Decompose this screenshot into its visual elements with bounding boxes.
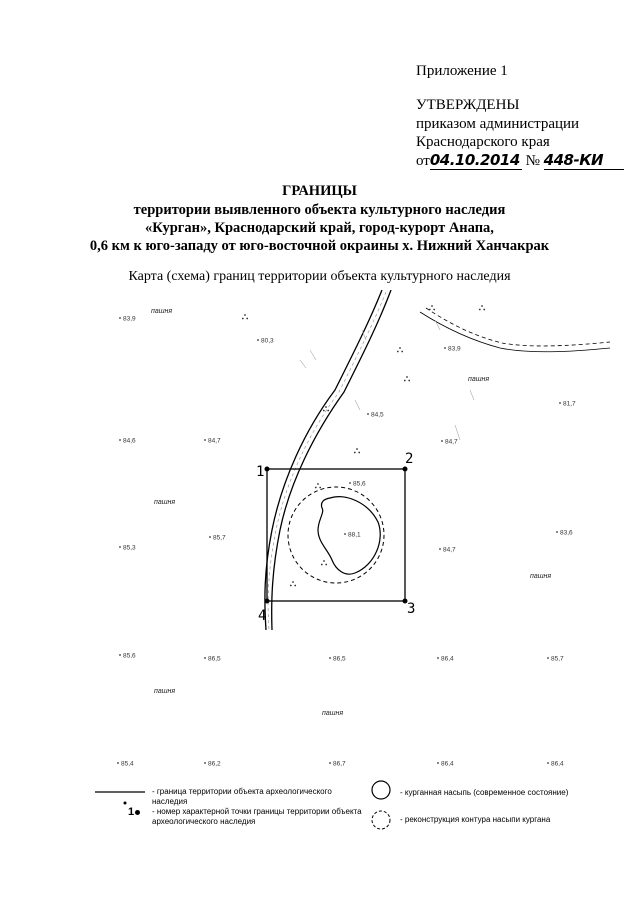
doc-title-line-3: 0,6 км к юго-западу от юго-восточной окраины х. Нижний Ханчакрак xyxy=(89,238,550,254)
number-handwritten: 448-КИ xyxy=(544,151,624,170)
vegetation-dot xyxy=(431,305,433,307)
vegetation-dot xyxy=(429,309,431,311)
elevation-label: 86,4 xyxy=(441,760,454,768)
field-label: пашня xyxy=(468,376,490,383)
point-label-2: 2 xyxy=(405,451,414,467)
elevation-point xyxy=(439,548,441,550)
elevation-point xyxy=(119,439,121,441)
elevation-point xyxy=(444,347,446,349)
elevation-label: 85,6 xyxy=(353,480,366,488)
elevation-label: 86,4 xyxy=(441,655,454,663)
elevation-point xyxy=(117,762,119,764)
legend-reconstruction-circle xyxy=(372,811,390,829)
elevation-point xyxy=(547,657,549,659)
elevation-label: 86,5 xyxy=(208,655,221,663)
legend-reconstruction: - реконструкция контура насыпи кургана xyxy=(400,815,551,824)
elevation-point xyxy=(209,536,211,538)
legend-mound-symbols xyxy=(368,778,396,834)
legend-boundary-symbol xyxy=(90,780,150,820)
elevation-point xyxy=(257,339,259,341)
doc-title-line-1: территории выявленного объекта культурного наследия xyxy=(133,202,506,218)
vegetation-dot xyxy=(292,581,294,583)
field-label: пашня xyxy=(154,688,176,695)
elevation-label: 88,1 xyxy=(348,531,361,539)
point-label-3: 3 xyxy=(407,601,416,617)
elevation-label: 83,9 xyxy=(448,345,461,353)
road xyxy=(265,290,391,630)
elevation-label: 81,7 xyxy=(563,400,576,408)
vegetation-dot xyxy=(244,314,246,316)
vegetation-dot xyxy=(406,376,408,378)
vegetation-dot xyxy=(325,406,327,408)
elevation-point xyxy=(204,439,206,441)
elevation-label: 86,2 xyxy=(208,760,221,768)
vegetation-dot xyxy=(433,309,435,311)
elevation-point xyxy=(119,654,121,656)
map-caption: Карта (схема) границ территории объекта культурного наследия xyxy=(128,269,511,284)
field-label: пашня xyxy=(322,710,344,717)
elevation-point xyxy=(204,657,206,659)
vegetation-dot xyxy=(481,305,483,307)
vegetation-dot xyxy=(404,380,406,382)
vegetation-dot xyxy=(290,585,292,587)
elevation-label: 85,3 xyxy=(123,544,136,552)
vegetation-dot xyxy=(242,318,244,320)
field-label: пашня xyxy=(154,499,176,506)
elevation-label: 84,5 xyxy=(371,411,384,419)
elevation-label: 84,6 xyxy=(123,437,136,445)
legend-point-symbol xyxy=(128,806,140,818)
elevation-point xyxy=(547,762,549,764)
elevation-label: 83,9 xyxy=(123,315,136,323)
elevation-point xyxy=(204,762,206,764)
elevation-label: 84,7 xyxy=(445,438,458,446)
elevation-point xyxy=(367,413,369,415)
vegetation-dot xyxy=(323,560,325,562)
elevation-label: 80,3 xyxy=(261,337,274,345)
elevation-label: 84,7 xyxy=(443,546,456,554)
elevation-point xyxy=(329,762,331,764)
elevation-label: 85,7 xyxy=(551,655,564,663)
elevation-label: 86,7 xyxy=(333,760,346,768)
approved-label: УТВЕРЖДЕНЫ xyxy=(416,97,520,113)
elevation-label: 85,6 xyxy=(123,652,136,660)
vegetation-dot xyxy=(294,585,296,587)
vegetation-dot xyxy=(321,564,323,566)
elevation-point xyxy=(349,482,351,484)
vegetation-dot xyxy=(399,347,401,349)
elevation-point xyxy=(556,531,558,533)
boundary-point-1 xyxy=(265,467,270,472)
boundary-point-4 xyxy=(265,599,270,604)
date-prefix: от xyxy=(416,153,430,169)
vegetation-dot xyxy=(356,448,358,450)
legend-point: - номер характерной точки границы территории объекта археологического наследия xyxy=(152,807,362,826)
elevation-label: 85,7 xyxy=(213,534,226,542)
boundary-point-2 xyxy=(403,467,408,472)
vegetation-dot xyxy=(483,309,485,311)
elevation-label: 86,4 xyxy=(551,760,564,768)
doc-title-line-2: «Курган», Краснодарский край, город-курорт Анапа, xyxy=(145,220,494,236)
vegetation-dot xyxy=(317,483,319,485)
date-handwritten: 04.10.2014 xyxy=(430,151,522,170)
elevation-point xyxy=(119,317,121,319)
vegetation-dot xyxy=(327,410,329,412)
vegetation-dot xyxy=(315,487,317,489)
vegetation-dot xyxy=(397,351,399,353)
elevation-label: 86,5 xyxy=(333,655,346,663)
elevation-point xyxy=(119,546,121,548)
elevation-label: 85,4 xyxy=(121,760,134,768)
field-label: пашня xyxy=(151,308,173,315)
elevation-point xyxy=(559,402,561,404)
elevation-label: 84,7 xyxy=(208,437,221,445)
vegetation-dot xyxy=(325,564,327,566)
vegetation-dot xyxy=(479,309,481,311)
boundary-map xyxy=(0,290,639,770)
elevation-point xyxy=(437,762,439,764)
vegetation-dot xyxy=(408,380,410,382)
legend-mound: - курганная насыпь (современное состояние) xyxy=(400,788,569,797)
field-label: пашня xyxy=(530,573,552,580)
elevation-point xyxy=(329,657,331,659)
elevation-point xyxy=(437,657,439,659)
point-label-4: 4 xyxy=(258,608,267,624)
number-prefix: № xyxy=(525,153,540,169)
elevation-label: 83,6 xyxy=(560,529,573,537)
legend-point-number: 1 xyxy=(128,806,135,818)
approved-line-2: Краснодарского края xyxy=(416,134,550,150)
vegetation-dot xyxy=(323,410,325,412)
hatch-marks xyxy=(300,320,474,440)
vegetation-dot xyxy=(246,318,248,320)
vegetation-dot xyxy=(319,487,321,489)
vegetation-dot xyxy=(354,452,356,454)
approval-date-line xyxy=(416,151,631,170)
appendix-label: Приложение 1 xyxy=(416,63,508,79)
legend-boundary: - граница территории объекта археологического наследия xyxy=(152,787,332,806)
elevation-point xyxy=(344,533,346,535)
point-label-1: 1 xyxy=(256,464,265,480)
legend-point-dot xyxy=(135,810,140,815)
doc-heading: ГРАНИЦЫ xyxy=(282,183,357,199)
approved-line-1: приказом администрации xyxy=(416,116,580,132)
vegetation-dot xyxy=(401,351,403,353)
elevation-point xyxy=(441,440,443,442)
vegetation-dot xyxy=(358,452,360,454)
legend-mound-circle xyxy=(372,781,390,799)
